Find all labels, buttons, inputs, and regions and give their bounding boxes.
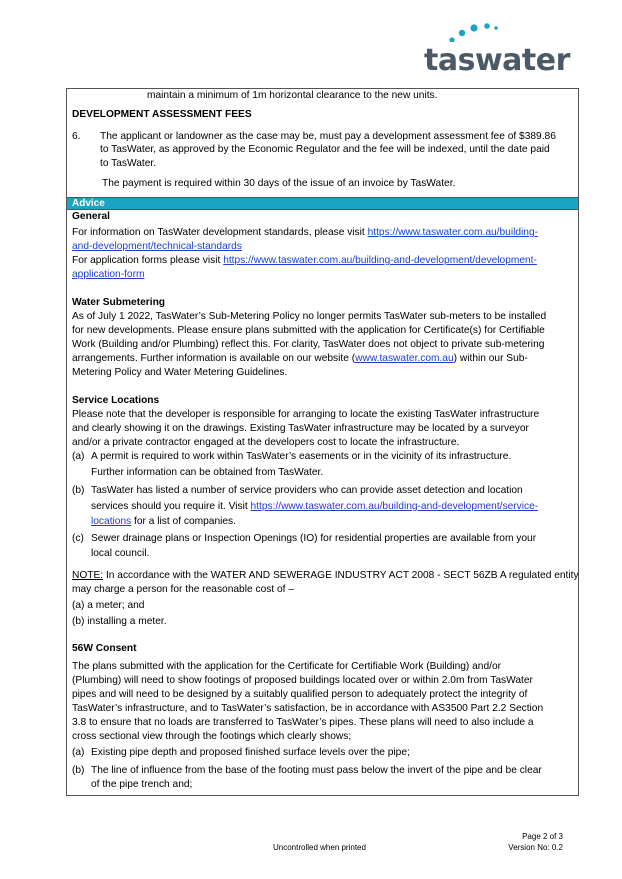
note-item-b: (b) installing a meter. xyxy=(72,616,167,627)
page-number: Page 2 of 3 xyxy=(522,832,563,841)
consent-item-b-label: (b) xyxy=(72,765,85,776)
service-item-c-line: local council. xyxy=(91,548,150,559)
consent-item-b-line: of the pipe trench and; xyxy=(91,779,193,790)
water-drops-icon xyxy=(440,20,500,42)
general-line-4 xyxy=(72,268,144,282)
service-item-a-line: A permit is required to work within TasWater’s easements or in the vicinity of its infrastructure. xyxy=(91,451,512,462)
general-heading: General xyxy=(72,211,110,222)
service-item-b-label: (b) xyxy=(72,485,85,496)
fee-item-number: 6. xyxy=(72,131,81,142)
note-line-2: may charge a person for the reasonable cost of – xyxy=(72,584,294,595)
standards-link-cont[interactable]: and-development/technical-standards xyxy=(72,241,242,252)
payment-note: The payment is required within 30 days of the issue of an invoice by TasWater. xyxy=(102,178,456,189)
submetering-heading: Water Submetering xyxy=(72,297,166,308)
taswater-logo xyxy=(424,20,570,78)
consent-line: TasWater’s infrastructure, and to TasWater’s satisfaction, be in accordance with AS3500 Part 2.2 Section xyxy=(72,703,544,714)
fees-heading: DEVELOPMENT ASSESSMENT FEES xyxy=(72,109,252,120)
service-item-a-line: Further information can be obtained from TasWater. xyxy=(91,467,324,478)
logo-wordmark: taswater xyxy=(424,43,570,78)
consent-line: The plans submitted with the application for the Certificate for Certifiable Work (Building) and/or xyxy=(72,661,502,672)
version-number: Version No: 0.2 xyxy=(508,843,563,852)
fee-item-line: to TasWater, as approved by the Economic Regulator and the fee will be indexed, until the date paid xyxy=(100,144,550,155)
consent-line: cross sectional view through the footings which clearly shows; xyxy=(72,731,352,742)
advice-header-bar xyxy=(67,198,578,210)
consent-item-b-line: The line of influence from the base of the footing must pass below the invert of the pipe and be clear xyxy=(91,765,542,776)
submetering-line: arrangements. Further information is available on our website (www.taswater.com.au) within our Sub- xyxy=(72,353,528,364)
advice-label: Advice xyxy=(72,198,105,209)
note-line-1: NOTE: In accordance with the WATER AND SEWERAGE INDUSTRY ACT 2008 - SECT 56ZB A regulated entity xyxy=(72,570,579,581)
fee-item-line: The applicant or landowner as the case may be, must pay a development assessment fee of $389.86 xyxy=(100,131,556,142)
application-form-link-cont[interactable]: application-form xyxy=(72,269,145,280)
submetering-line: Metering Policy and Water Metering Guidelines. xyxy=(72,367,288,378)
service-locations-link-cont[interactable]: locations xyxy=(91,516,132,527)
service-item-b-line: services should you require it. Visit https://www.taswater.com.au/building-and-development/service- xyxy=(91,501,539,512)
service-line: Please note that the developer is responsible for arranging to locate the existing TasWater infrastructure xyxy=(72,409,540,420)
general-line-3: For application forms please visit https://www.taswater.com.au/building-and-development/development- xyxy=(72,255,537,266)
consent-heading: 56W Consent xyxy=(72,643,137,654)
consent-line: pipes and will need to be designed by a suitably qualified person to adequately protect the integrity of xyxy=(72,689,528,700)
service-line: and/or a private contractor engaged at the developers cost to locate the infrastructure. xyxy=(72,437,460,448)
service-heading: Service Locations xyxy=(72,395,160,406)
consent-line: 3.8 to ensure that no loads are transferred to TasWater’s pipes. These plans will need to also include a xyxy=(72,717,534,728)
application-form-link[interactable]: https://www.taswater.com.au/building-and-development/development- xyxy=(223,255,537,266)
service-item-b-line: TasWater has listed a number of service providers who can provide asset detection and location xyxy=(91,485,523,496)
taswater-website-link[interactable]: www.taswater.com.au xyxy=(355,353,454,364)
continuation-text: maintain a minimum of 1m horizontal clearance to the new units. xyxy=(147,90,438,101)
standards-link[interactable]: https://www.taswater.com.au/building- xyxy=(367,227,539,238)
consent-line: (Plumbing) will need to show footings of proposed buildings located over or within 2.0m from TasWater xyxy=(72,675,533,686)
submetering-line: for new developments. Please ensure plans submitted with the application for Certificate(s) for Certifiable xyxy=(72,325,545,336)
service-locations-link[interactable]: https://www.taswater.com.au/building-and-development/service- xyxy=(250,501,539,512)
uncontrolled-notice: Uncontrolled when printed xyxy=(273,843,366,852)
general-line-1: For information on TasWater development standards, please visit https://www.taswater.com.au/building- xyxy=(72,227,539,238)
note-item-a: (a) a meter; and xyxy=(72,600,145,611)
service-item-c-label: (c) xyxy=(72,533,84,544)
fee-item-line: to TasWater. xyxy=(100,158,157,169)
note-label: NOTE: xyxy=(72,570,104,581)
submetering-line: As of July 1 2022, TasWater’s Sub-Metering Policy no longer permits TasWater sub-meters to be installed xyxy=(72,311,547,322)
service-item-c-line: Sewer drainage plans or Inspection Openings (IO) for residential properties are available from your xyxy=(91,533,537,544)
general-line-2 xyxy=(72,240,242,254)
service-item-b-line: locations for a list of companies. xyxy=(91,516,236,527)
service-item-a-label: (a) xyxy=(72,451,85,462)
submetering-line: Work (Building and/or Plumbing) reflect this. For clarity, TasWater does not object to private sub-metering xyxy=(72,339,545,350)
consent-item-a-label: (a) xyxy=(72,747,85,758)
consent-item-a-line: Existing pipe depth and proposed finished surface levels over the pipe; xyxy=(91,747,410,758)
service-line: and clearly showing it on the drawings. Existing TasWater infrastructure may be located by a surveyor xyxy=(72,423,529,434)
